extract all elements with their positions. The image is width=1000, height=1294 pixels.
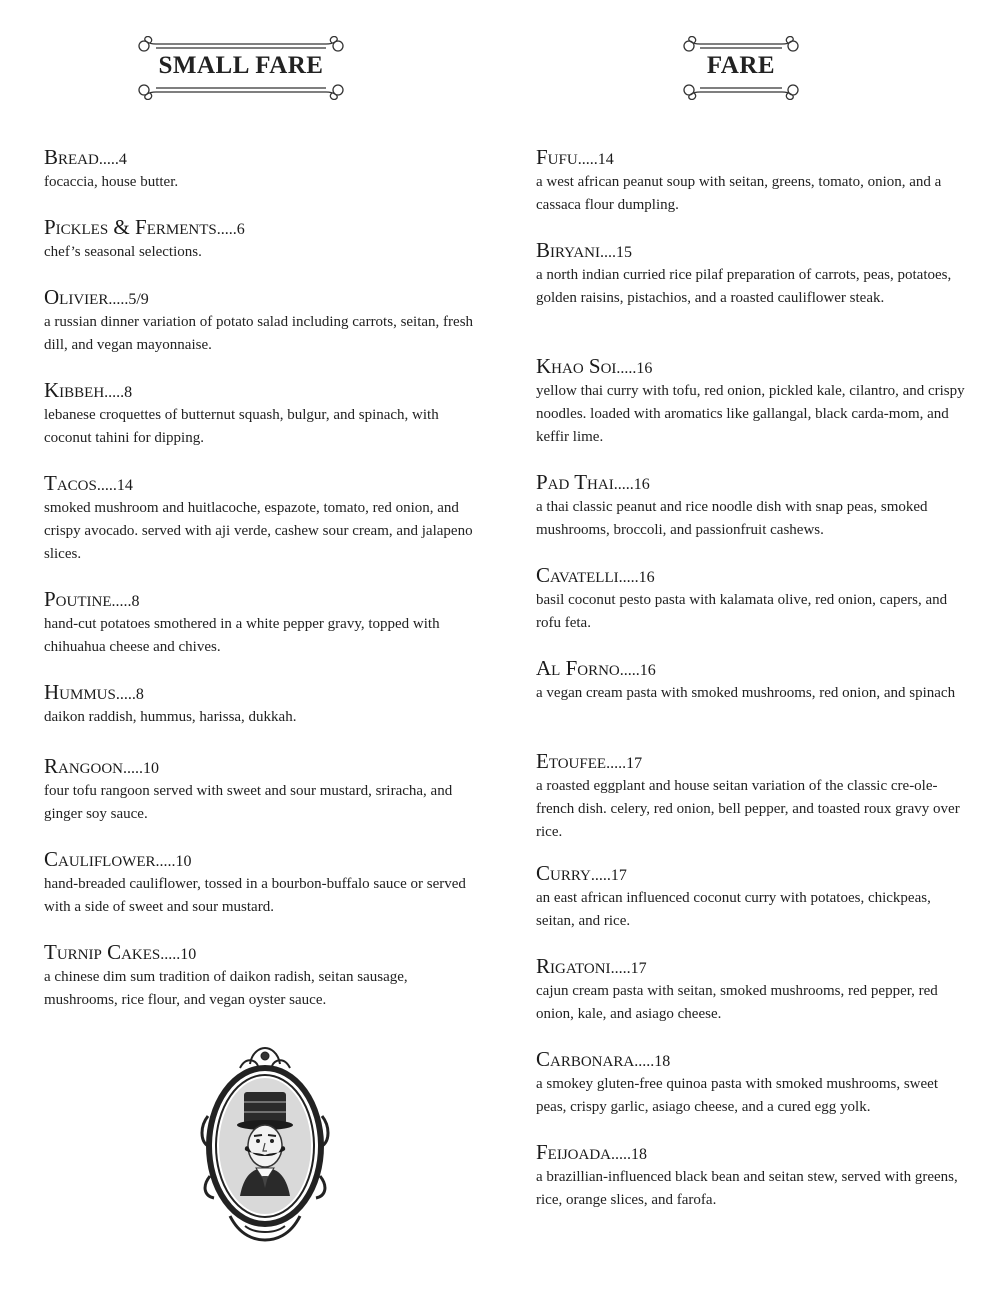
menu-item	[44, 143, 484, 213]
item-price: .....8	[104, 384, 133, 401]
item-description: a north indian curried rice pilaf preparation of carrots, peas, potatoes, golden raisins, pistachios, and a roasted cauliflower steak.	[536, 267, 952, 306]
item-name: Rangoon	[44, 754, 124, 778]
item-description: focaccia, house butter.	[44, 174, 179, 190]
item-name: Pickles & Ferments	[44, 215, 217, 239]
item-name: Feijoada	[536, 1140, 612, 1164]
menu-item	[536, 468, 966, 561]
item-price: .....16	[613, 476, 650, 493]
menu-item	[536, 952, 966, 1045]
item-description: smoked mushroom and huitlacoche, espazote, tomato, red onion, and crispy avocado. served with aji verde, cashew sour cream, and jalapeno slices.	[44, 500, 473, 562]
item-name: Cauliflower	[44, 847, 156, 871]
item-price: .....14	[577, 151, 614, 168]
menu-item	[536, 561, 966, 654]
item-description: a vegan cream pasta with smoked mushrooms, red onion, and spinach	[536, 685, 956, 701]
small-fare-list	[44, 143, 484, 1031]
item-name: Kibbeh	[44, 378, 105, 402]
menu-item	[44, 938, 484, 1031]
item-price: .....16	[619, 662, 656, 679]
item-name: Al Forno	[536, 656, 620, 680]
item-description: lebanese croquettes of butternut squash, bulgur, and spinach, with coconut tahini for dipping.	[44, 407, 439, 446]
item-description: cajun cream pasta with seitan, smoked mushrooms, red pepper, red onion, kale, and asiago cheese.	[536, 983, 938, 1022]
menu-item	[536, 1138, 966, 1218]
item-description: a thai classic peanut and rice noodle dish with snap peas, smoked mushrooms, broccoli, and passionfruit cashews.	[536, 499, 928, 538]
item-description: a chinese dim sum tradition of daikon radish, seitan sausage, mushrooms, rice flour, and vegan oyster sauce.	[44, 969, 408, 1008]
menu-item	[44, 752, 484, 845]
item-name: Pad Thai	[536, 470, 614, 494]
item-price: .....10	[123, 760, 160, 777]
menu-item	[44, 283, 484, 376]
item-description: chef’s seasonal selections.	[44, 244, 202, 260]
menu-item	[536, 859, 966, 952]
menu-item	[536, 654, 966, 747]
item-name: Tacos	[44, 471, 97, 495]
small-fare-header	[136, 36, 346, 100]
mustached-gentleman-portrait-icon	[200, 1046, 330, 1242]
menu-item	[536, 236, 966, 352]
item-price: .....16	[616, 360, 653, 377]
item-name: Poutine	[44, 587, 112, 611]
item-price: .....16	[618, 569, 655, 586]
item-price: .....4	[98, 151, 127, 168]
item-price: .....18	[611, 1146, 648, 1163]
item-price: .....8	[115, 686, 144, 703]
menu-item	[536, 747, 966, 859]
item-description: a russian dinner variation of potato salad including carrots, seitan, fresh dill, and vegan mayonnaise.	[44, 314, 474, 353]
item-price: .....17	[610, 960, 647, 977]
menu-item	[44, 376, 484, 469]
item-name: Turnip Cakes	[44, 940, 161, 964]
item-description: a brazillian-influenced black bean and seitan stew, served with greens, rice, orange slices, and farofa.	[536, 1169, 958, 1208]
item-name: Khao Soi	[536, 354, 617, 378]
item-name: Biryani	[536, 238, 601, 262]
item-price: .....8	[111, 593, 140, 610]
menu-item	[536, 352, 966, 468]
menu-item	[536, 1045, 966, 1138]
item-price: .....17	[606, 755, 643, 772]
item-name: Fufu	[536, 145, 578, 169]
menu-item	[44, 585, 484, 678]
item-name: Curry	[536, 861, 591, 885]
item-name: Rigatoni	[536, 954, 611, 978]
item-name: Carbonara	[536, 1047, 635, 1071]
menu-item	[44, 845, 484, 938]
item-price: .....18	[634, 1053, 671, 1070]
menu-item	[44, 469, 484, 585]
menu-item	[44, 213, 484, 283]
item-description: hand-cut potatoes smothered in a white pepper gravy, topped with chihuahua cheese and chives.	[44, 616, 440, 655]
item-description: daikon raddish, hummus, harissa, dukkah.	[44, 709, 297, 725]
item-description: a roasted eggplant and house seitan variation of the classic cre-ole-french dish. celery, red onion, bell pepper, and toasted roux gravy over rice.	[536, 778, 960, 840]
item-name: Bread	[44, 145, 99, 169]
item-name: Olivier	[44, 285, 109, 309]
section-title-fare: FARE	[706, 52, 776, 79]
item-description: four tofu rangoon served with sweet and sour mustard, sriracha, and ginger soy sauce.	[44, 783, 453, 822]
item-price: .....10	[155, 853, 192, 870]
item-name: Cavatelli	[536, 563, 619, 587]
item-price: .....17	[590, 867, 627, 884]
item-price: .....5/9	[108, 291, 149, 308]
item-description: an east african influenced coconut curry with potatoes, chickpeas, seitan, and rice.	[536, 890, 931, 929]
menu-item	[536, 143, 966, 236]
item-description: basil coconut pesto pasta with kalamata olive, red onion, capers, and rofu feta.	[536, 592, 948, 631]
item-description: yellow thai curry with tofu, red onion, pickled kale, cilantro, and crispy noodles. loaded with aromatics like gallangal, black carda-mom, and keffir lime.	[536, 383, 965, 445]
fare-list	[536, 143, 966, 1218]
item-price: .....6	[216, 221, 245, 238]
item-name: Hummus	[44, 680, 116, 704]
fare-header	[682, 36, 800, 100]
menu-item	[44, 678, 484, 752]
item-price: .....10	[160, 946, 197, 963]
item-name: Etoufee	[536, 749, 607, 773]
item-price: .....14	[96, 477, 133, 494]
item-description: a west african peanut soup with seitan, greens, tomato, onion, and a cassaca flour dumpling.	[536, 174, 942, 213]
item-price: ....15	[600, 244, 633, 261]
item-description: hand-breaded cauliflower, tossed in a bourbon-buffalo sauce or served with a side of sweet and sour mustard.	[44, 876, 466, 915]
item-description: a smokey gluten-free quinoa pasta with smoked mushrooms, sweet peas, crispy garlic, asiago cheese, and a cured egg yolk.	[536, 1076, 938, 1115]
section-title-small-fare: SMALL FARE	[158, 52, 324, 79]
